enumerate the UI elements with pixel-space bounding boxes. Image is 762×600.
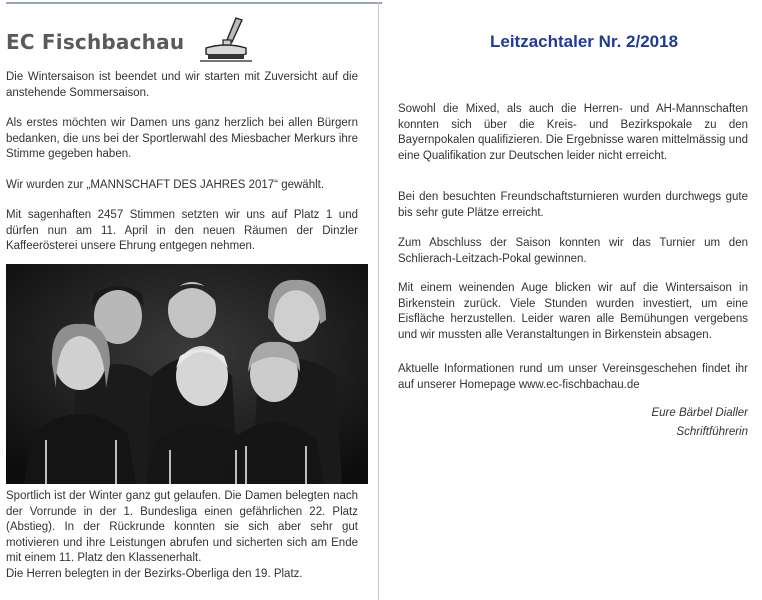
masthead <box>6 24 366 64</box>
votes-paragraph: Mit sagenhaften 2457 Stimmen setzten wir uns auf Platz 1 und dürfen nun am 11. April in den neuen Räumen der Dinzler Kaffeerösterei unsere Ehrung entgegen nehmen. <box>6 209 358 252</box>
team-photo <box>6 264 368 484</box>
tournaments-paragraph: Bei den besuchten Freundschaftsturnieren wurden durchwegs gute bis sehr gute Plätze erreicht. <box>398 191 748 219</box>
cups-paragraph: Sowohl die Mixed, als auch die Herren- und AH-Mannschaften konnten sich über die Kreis- und Bezirkspokale zu den Bayernpokalen qualifizieren. Die Ergebnisse waren mittelmässig und eine Qualifikation zur Deutschen leider nicht erreicht. <box>398 103 748 162</box>
signature-name: Eure Bärbel Dialler <box>651 407 748 419</box>
award-paragraph: Wir wurden zur „MANNSCHAFT DES JAHRES 2017“ gewählt. <box>6 179 325 191</box>
top-rule <box>6 2 382 4</box>
trophy-paragraph: Zum Abschluss der Saison konnten wir das Turnier um den Schlierach-Leitzach-Pokal gewinnen. <box>398 237 748 265</box>
homepage-paragraph: Aktuelle Informationen rund um unser Vereinsgeschehen findet ihr auf unserer Homepage www.ec-fischbachau.de <box>398 363 748 391</box>
men-result-paragraph: Die Herren belegten in der Bezirks-Oberliga den 19. Platz. <box>6 568 303 580</box>
club-title: EC Fischbachau <box>6 30 185 54</box>
birkenstein-paragraph: Mit einem weinenden Auge blicken wir auf die Wintersaison in Birkenstein zurück. Viele Stunden wurden investiert, um eine Eisfläche herzustellen. Leider waren alle Bemühungen vergebens und wir mussten alle Veranstaltungen in Birkenstein absagen. <box>398 282 748 341</box>
season-paragraph: Sportlich ist der Winter ganz gut gelaufen. Die Damen belegten nach der Vorrunde in der 1. Bundesliga einen gefährlichen 22. Platz (Abstieg). In der Rückrunde konnten sie sich aber sehr gut motivieren und ihre Leistungen abrufen und sicherten sich am Ende mit einem 11. Platz den Klassenerhalt. <box>6 490 358 564</box>
thanks-paragraph: Als erstes möchten wir Damen uns ganz herzlich bei allen Bürgern bedanken, die uns bei der Sportlerwahl des Miesbacher Merkurs ihre Stimme gegeben haben. <box>6 117 358 160</box>
intro-paragraph: Die Wintersaison ist beendet und wir starten mit Zuversicht auf die anstehende Sommersaison. <box>6 71 358 99</box>
signature-role: Schriftführerin <box>676 426 748 438</box>
issue-title: Leitzachtaler Nr. 2/2018 <box>490 32 679 51</box>
column-divider <box>378 2 379 600</box>
eisstock-icon <box>196 14 254 66</box>
